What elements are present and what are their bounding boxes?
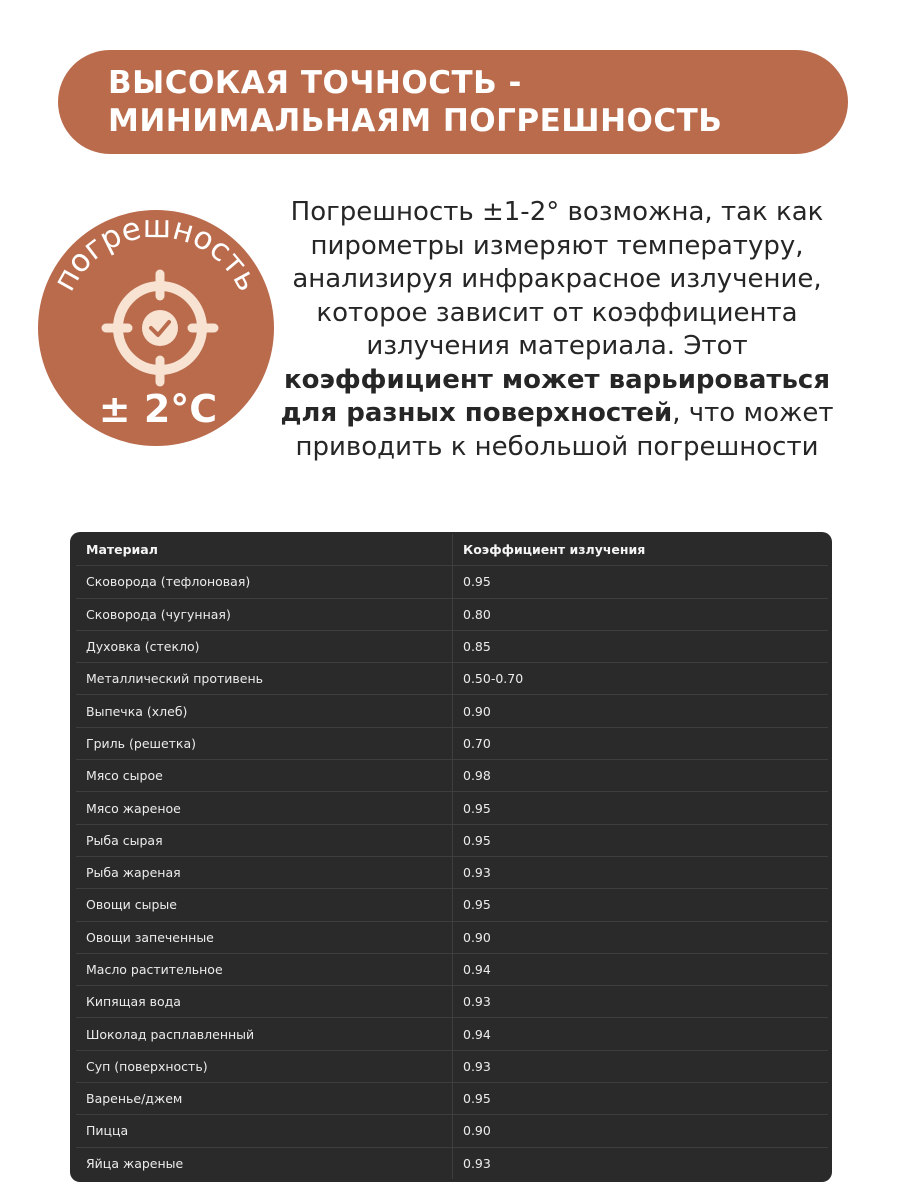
material-cell: Овощи запеченные bbox=[76, 921, 453, 953]
table-row bbox=[76, 630, 828, 662]
table-row bbox=[76, 1115, 828, 1147]
material-cell: Суп (поверхность) bbox=[76, 1050, 453, 1082]
material-cell: Мясо жареное bbox=[76, 792, 453, 824]
coefficient-cell: 0.93 bbox=[453, 1147, 829, 1179]
table-row bbox=[76, 598, 828, 630]
material-cell: Гриль (решетка) bbox=[76, 727, 453, 759]
material-cell: Рыба жареная bbox=[76, 856, 453, 888]
table-row bbox=[76, 663, 828, 695]
material-cell: Кипящая вода bbox=[76, 986, 453, 1018]
material-cell: Пицца bbox=[76, 1115, 453, 1147]
description-part-2: , что может приводить к небольшой погрешности bbox=[295, 398, 834, 462]
target-check-icon bbox=[106, 274, 214, 382]
coefficient-cell: 0.95 bbox=[453, 1083, 829, 1115]
material-cell: Рыба сырая bbox=[76, 824, 453, 856]
coefficient-cell: 0.93 bbox=[453, 1050, 829, 1082]
coefficient-cell: 0.70 bbox=[453, 727, 829, 759]
coefficient-cell: 0.95 bbox=[453, 566, 829, 598]
coefficient-cell: 0.80 bbox=[453, 598, 829, 630]
table-row bbox=[76, 792, 828, 824]
badge-graphic bbox=[38, 210, 274, 446]
description-text bbox=[262, 196, 852, 464]
material-cell: Выпечка (хлеб) bbox=[76, 695, 453, 727]
table-row bbox=[76, 953, 828, 985]
table-row bbox=[76, 889, 828, 921]
coefficient-cell: 0.94 bbox=[453, 953, 829, 985]
column-header-material: Материал bbox=[76, 534, 453, 566]
description-part-1: Погрешность ±1-2° возможна, так как пирометры измеряют температуру, анализируя инфракрасное излучение, которое зависит от коэффициента излучения материала. Этот bbox=[290, 197, 824, 361]
coefficient-cell: 0.50-0.70 bbox=[453, 663, 829, 695]
badge-arc-label: погрешность bbox=[46, 210, 266, 297]
material-cell: Сковорода (тефлоновая) bbox=[76, 566, 453, 598]
emissivity-table bbox=[76, 534, 828, 1179]
emissivity-table-container bbox=[70, 532, 832, 1182]
material-cell: Духовка (стекло) bbox=[76, 630, 453, 662]
material-cell: Металлический противень bbox=[76, 663, 453, 695]
accuracy-badge bbox=[38, 210, 274, 446]
title-line-1: ВЫСОКАЯ ТОЧНОСТЬ - bbox=[108, 65, 522, 101]
coefficient-cell: 0.85 bbox=[453, 630, 829, 662]
table-row bbox=[76, 727, 828, 759]
material-cell: Мясо сырое bbox=[76, 760, 453, 792]
title-banner bbox=[58, 50, 848, 154]
badge-value: ± 2°C bbox=[98, 387, 218, 431]
coefficient-cell: 0.90 bbox=[453, 1115, 829, 1147]
table-row bbox=[76, 1083, 828, 1115]
table-row bbox=[76, 566, 828, 598]
coefficient-cell: 0.93 bbox=[453, 986, 829, 1018]
table-row bbox=[76, 986, 828, 1018]
material-cell: Варенье/джем bbox=[76, 1083, 453, 1115]
title-line-2: МИНИМАЛЬНАЯМ ПОГРЕШНОСТЬ bbox=[108, 103, 723, 139]
table-row bbox=[76, 856, 828, 888]
coefficient-cell: 0.98 bbox=[453, 760, 829, 792]
material-cell: Масло растительное bbox=[76, 953, 453, 985]
coefficient-cell: 0.94 bbox=[453, 1018, 829, 1050]
material-cell: Шоколад расплавленный bbox=[76, 1018, 453, 1050]
coefficient-cell: 0.95 bbox=[453, 889, 829, 921]
coefficient-cell: 0.90 bbox=[453, 695, 829, 727]
column-header-coefficient: Коэффициент излучения bbox=[453, 534, 829, 566]
table-row bbox=[76, 1018, 828, 1050]
material-cell: Яйца жареные bbox=[76, 1147, 453, 1179]
table-row bbox=[76, 1147, 828, 1179]
table-row bbox=[76, 695, 828, 727]
material-cell: Овощи сырые bbox=[76, 889, 453, 921]
coefficient-cell: 0.93 bbox=[453, 856, 829, 888]
coefficient-cell: 0.95 bbox=[453, 792, 829, 824]
coefficient-cell: 0.90 bbox=[453, 921, 829, 953]
table-row bbox=[76, 1050, 828, 1082]
table-row bbox=[76, 824, 828, 856]
table-row bbox=[76, 760, 828, 792]
material-cell: Сковорода (чугунная) bbox=[76, 598, 453, 630]
table-row bbox=[76, 921, 828, 953]
table-header-row bbox=[76, 534, 828, 566]
description-bold: коэффициент может варьироваться для разных поверхностей bbox=[280, 364, 831, 428]
coefficient-cell: 0.95 bbox=[453, 824, 829, 856]
